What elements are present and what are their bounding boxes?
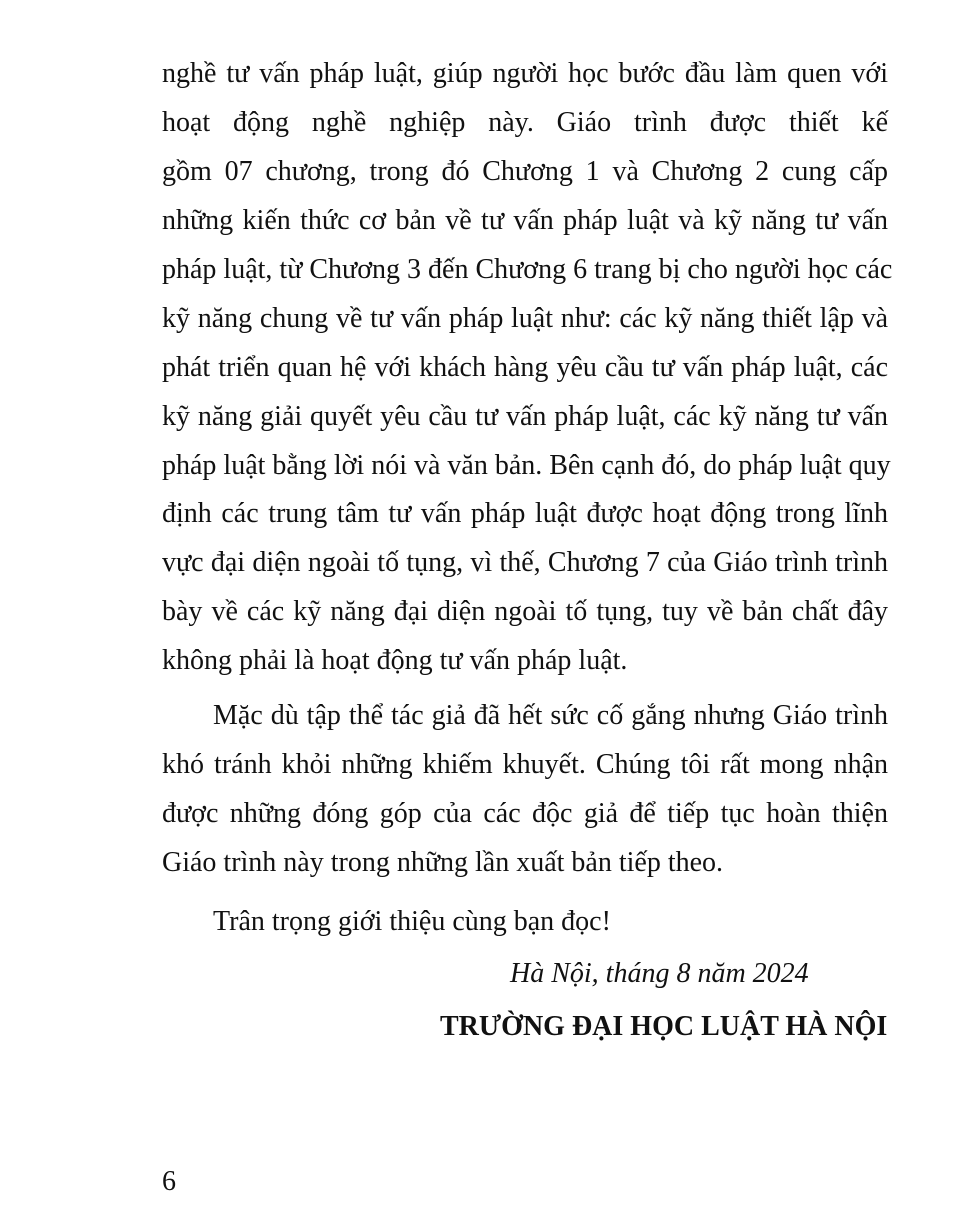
paragraph-line: hoạt động nghề nghiệp này. Giáo trình được thiết kế [162,107,888,138]
paragraph-line: định các trung tâm tư vấn pháp luật được hoạt động trong lĩnh [162,498,888,529]
paragraph-line: phát triển quan hệ với khách hàng yêu cầu tư vấn pháp luật, các [162,352,888,383]
paragraph-line: gồm 07 chương, trong đó Chương 1 và Chương 2 cung cấp [162,156,888,187]
paragraph-line: được những đóng góp của các độc giả để tiếp tục hoàn thiện [162,798,888,829]
paragraph-line: kỹ năng giải quyết yêu cầu tư vấn pháp luật, các kỹ năng tư vấn [162,401,888,432]
paragraph-line: vực đại diện ngoài tố tụng, vì thế, Chương 7 của Giáo trình trình [162,547,888,578]
paragraph-line: khó tránh khỏi những khiếm khuyết. Chúng tôi rất mong nhận [162,749,888,780]
paragraph-line: những kiến thức cơ bản về tư vấn pháp luật và kỹ năng tư vấn [162,205,888,236]
page-number: 6 [162,1166,176,1197]
signature-university: TRƯỜNG ĐẠI HỌC LUẬT HÀ NỘI [440,1011,888,1042]
closing-line: Trân trọng giới thiệu cùng bạn đọc! [213,906,611,937]
paragraph-line: không phải là hoạt động tư vấn pháp luật. [162,645,628,676]
paragraph-line: kỹ năng chung về tư vấn pháp luật như: các kỹ năng thiết lập và [162,303,888,334]
paragraph-line: bày về các kỹ năng đại diện ngoài tố tụng, tuy về bản chất đây [162,596,888,627]
place-date: Hà Nội, tháng 8 năm 2024 [510,958,809,989]
paragraph-line: nghề tư vấn pháp luật, giúp người học bước đầu làm quen với [162,58,888,89]
paragraph-line: pháp luật, từ Chương 3 đến Chương 6 trang bị cho người học các [162,254,893,285]
paragraph-line: pháp luật bằng lời nói và văn bản. Bên cạnh đó, do pháp luật quy [162,450,891,481]
paragraph-line: Giáo trình này trong những lần xuất bản tiếp theo. [162,847,724,878]
paragraph-line: Mặc dù tập thể tác giả đã hết sức cố gắng nhưng Giáo trình [213,700,888,731]
